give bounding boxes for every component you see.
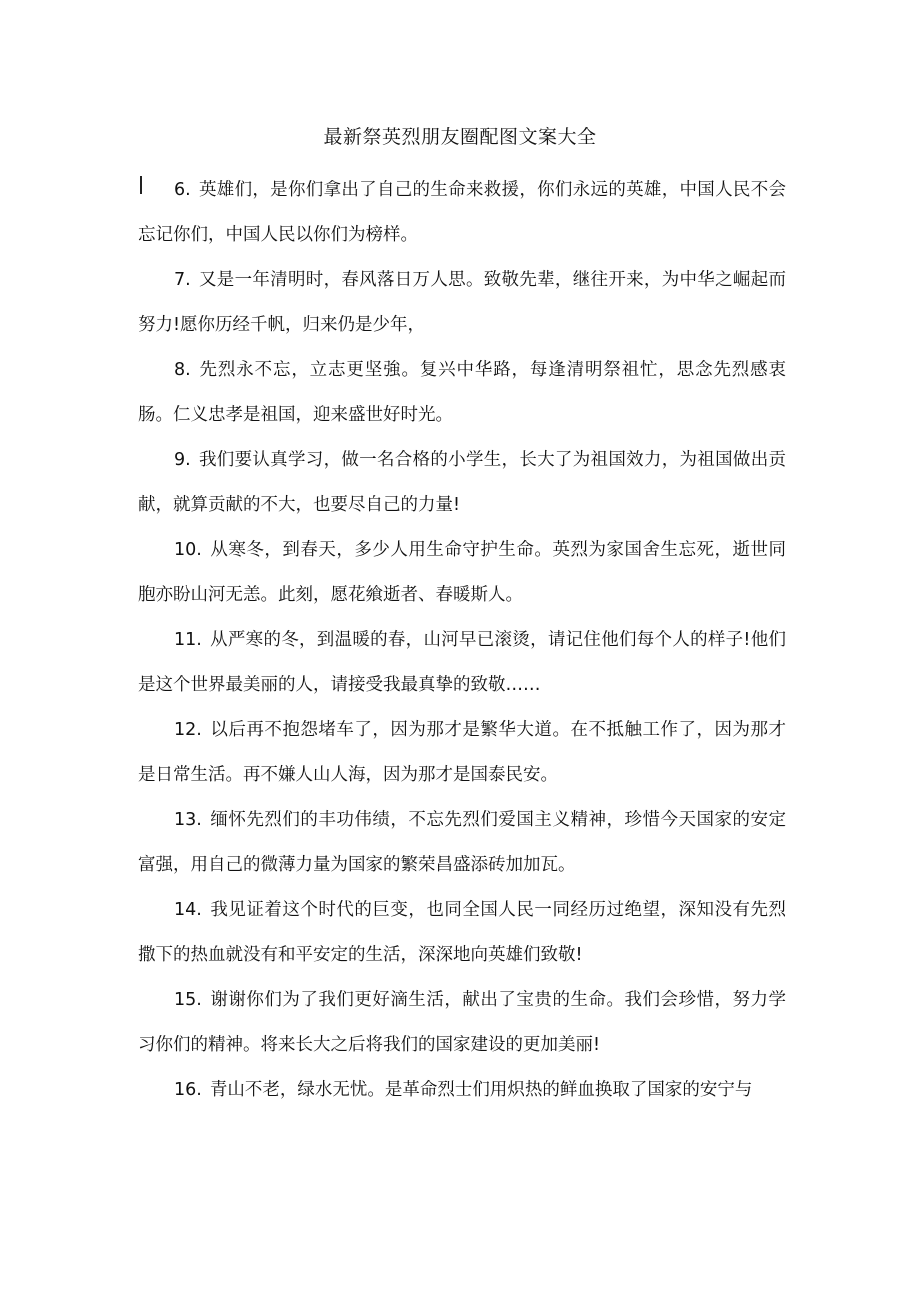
paragraph-11: [138, 618, 786, 708]
paragraph-number: 16.: [174, 1080, 202, 1100]
paragraph-number: 15.: [174, 990, 202, 1010]
paragraph-number: 10.: [174, 540, 202, 560]
paragraph-number: 11.: [174, 630, 202, 650]
paragraph-text: 先烈永不忘，立志更坚強。复兴中华路，每逢清明祭祖忙，思念先烈感衷肠。仁义忠孝是祖国，迎来盛世好时光。: [138, 360, 786, 425]
paragraph-text: 我见证着这个时代的巨变，也同全国人民一同经历过绝望，深知没有先烈撒下的热血就没有和平安定的生活，深深地向英雄们致敬!: [138, 900, 786, 965]
paragraph-16: [138, 1068, 786, 1113]
paragraph-15: [138, 978, 786, 1068]
paragraph-14: [138, 888, 786, 978]
paragraph-text: 谢谢你们为了我们更好滴生活，献出了宝贵的生命。我们会珍惜，努力学习你们的精神。将来长大之后将我们的国家建设的更加美丽!: [138, 990, 786, 1055]
paragraph-text: 英雄们，是你们拿出了自己的生命来救援，你们永远的英雄，中国人民不会忘记你们，中国人民以你们为榜样。: [138, 180, 786, 245]
paragraph-text: 以后再不抱怨堵车了，因为那才是繁华大道。在不抵触工作了，因为那才是日常生活。再不嫌人山人海，因为那才是国泰民安。: [138, 720, 786, 785]
paragraph-8: [138, 348, 786, 438]
paragraph-13: [138, 798, 786, 888]
paragraph-number: 7.: [174, 270, 191, 290]
paragraph-7: [138, 258, 786, 348]
paragraph-text: 我们要认真学习，做一名合格的小学生，长大了为祖国效力，为祖国做出贡献，就算贡献的不大，也要尽自己的力量!: [138, 450, 786, 515]
paragraph-number: 6.: [174, 180, 191, 200]
paragraph-text: 从严寒的冬，到温暖的春，山河早已滚烫，请记住他们每个人的样子!他们是这个世界最美丽的人，请接受我最真挚的致敬……: [138, 630, 786, 695]
paragraph-6: [138, 168, 786, 258]
paragraph-text: 缅怀先烈们的丰功伟绩，不忘先烈们爱国主义精神，珍惜今天国家的安定富强，用自己的微薄力量为国家的繁荣昌盛添砖加加瓦。: [138, 810, 786, 875]
paragraph-10: [138, 528, 786, 618]
paragraph-12: [138, 708, 786, 798]
paragraph-text: 从寒冬，到春天，多少人用生命守护生命。英烈为家国舍生忘死，逝世同胞亦盼山河无恙。此刻，愿花飨逝者、春暖斯人。: [138, 540, 786, 605]
paragraph-text: 青山不老，绿水无忧。是革命烈士们用炽热的鲜血换取了国家的安宁与: [209, 1080, 753, 1100]
paragraph-text: 又是一年清明时，春风落日万人思。致敬先辈，继往开来，为中华之崛起而努力!愿你历经千帆，归来仍是少年，: [138, 270, 786, 335]
paragraph-number: 14.: [174, 900, 202, 920]
document-body: [138, 168, 786, 1113]
document-title: 最新祭英烈朋友圈配图文案大全: [323, 126, 597, 148]
paragraph-9: [138, 438, 786, 528]
paragraph-number: 13.: [174, 810, 202, 830]
paragraph-number: 9.: [174, 450, 191, 470]
paragraph-number: 8.: [174, 360, 191, 380]
paragraph-number: 12.: [174, 720, 202, 740]
